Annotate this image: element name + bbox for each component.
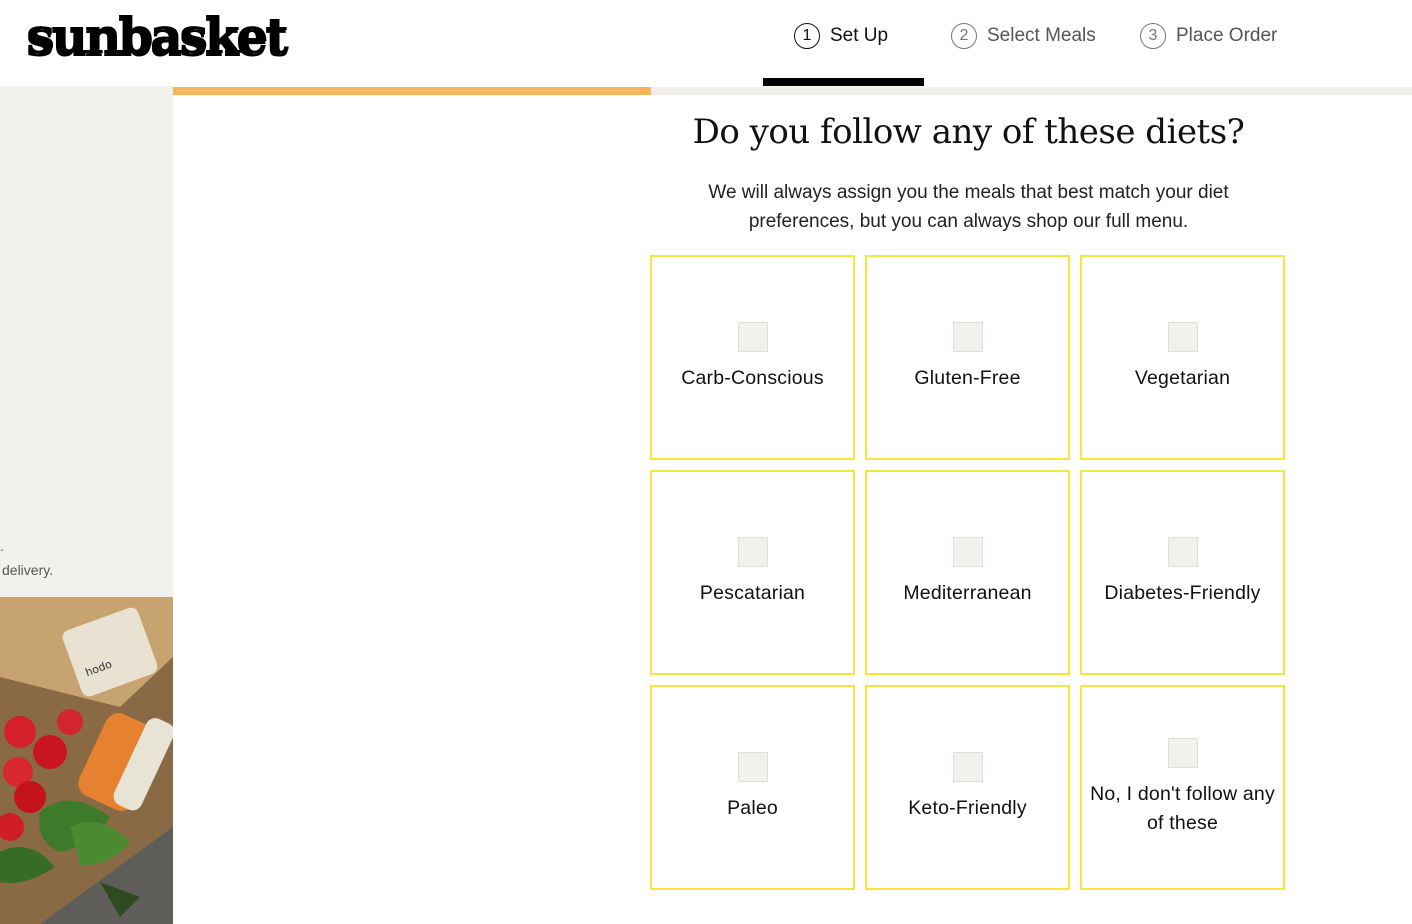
diet-option-label: Keto-Friendly: [908, 797, 1027, 819]
step-place-order[interactable]: [1140, 20, 1277, 52]
checkbox-icon[interactable]: [1168, 322, 1198, 352]
step-set-up[interactable]: [794, 20, 888, 52]
progress-bar-fill: [173, 87, 651, 95]
checkbox-icon[interactable]: [953, 752, 983, 782]
diet-option-keto-friendly[interactable]: [865, 685, 1070, 890]
step-select-meals[interactable]: [951, 20, 1096, 52]
diet-option-label: Gluten-Free: [914, 367, 1021, 389]
diet-option-diabetes-friendly[interactable]: [1080, 470, 1285, 675]
checkbox-icon[interactable]: [738, 322, 768, 352]
sidebar-panel: [0, 86, 173, 597]
checkbox-icon[interactable]: [1168, 537, 1198, 567]
diet-option-carb-conscious[interactable]: [650, 255, 855, 460]
food-box-photo: [0, 597, 173, 924]
sidebar-delivery-text: delivery.: [2, 562, 54, 578]
site-header: [0, 0, 1412, 86]
page-subtitle: We will always assign you the meals that best match your diet preferences, but you can always shop our full menu.: [708, 182, 1229, 232]
checkbox-icon[interactable]: [738, 537, 768, 567]
diet-option-label: Diabetes-Friendly: [1104, 582, 1261, 604]
page-title: Do you follow any of these diets?: [692, 112, 1245, 152]
checkbox-icon[interactable]: [738, 752, 768, 782]
diet-option-label: Mediterranean: [903, 582, 1032, 604]
diet-option-label: Pescatarian: [699, 582, 806, 604]
sidebar-text-fragment: .: [0, 538, 4, 554]
diet-option-label: Paleo: [727, 797, 778, 819]
diet-option-paleo[interactable]: [650, 685, 855, 890]
food-photo-illustration: [0, 597, 173, 924]
diet-option-label: No, I don't follow any of these: [1090, 782, 1275, 834]
diet-option-pescatarian[interactable]: [650, 470, 855, 675]
checkbox-icon[interactable]: [1168, 738, 1198, 768]
step-number-icon: 2: [951, 23, 977, 49]
checkout-steps: [0, 0, 1412, 86]
diet-option-none[interactable]: [1080, 685, 1285, 890]
diet-option-mediterranean[interactable]: [865, 470, 1070, 675]
step-number-icon: 1: [794, 23, 820, 49]
checkbox-icon[interactable]: [953, 537, 983, 567]
diet-options-grid: [650, 255, 1287, 890]
step-number-icon: 3: [1140, 23, 1166, 49]
checkbox-icon[interactable]: [953, 322, 983, 352]
step-label: Select Meals: [987, 25, 1096, 46]
diet-option-vegetarian[interactable]: [1080, 255, 1285, 460]
diet-option-gluten-free[interactable]: [865, 255, 1070, 460]
step-label: Place Order: [1176, 25, 1278, 46]
sunbasket-logo[interactable]: sunbasket: [26, 6, 285, 65]
diet-option-label: Carb-Conscious: [681, 367, 824, 389]
active-step-indicator: [763, 78, 924, 86]
progress-bar: [173, 87, 1412, 95]
svg-text:hodo: hodo: [83, 657, 114, 680]
step-label: Set Up: [830, 25, 889, 46]
diet-option-label: Vegetarian: [1134, 367, 1231, 389]
